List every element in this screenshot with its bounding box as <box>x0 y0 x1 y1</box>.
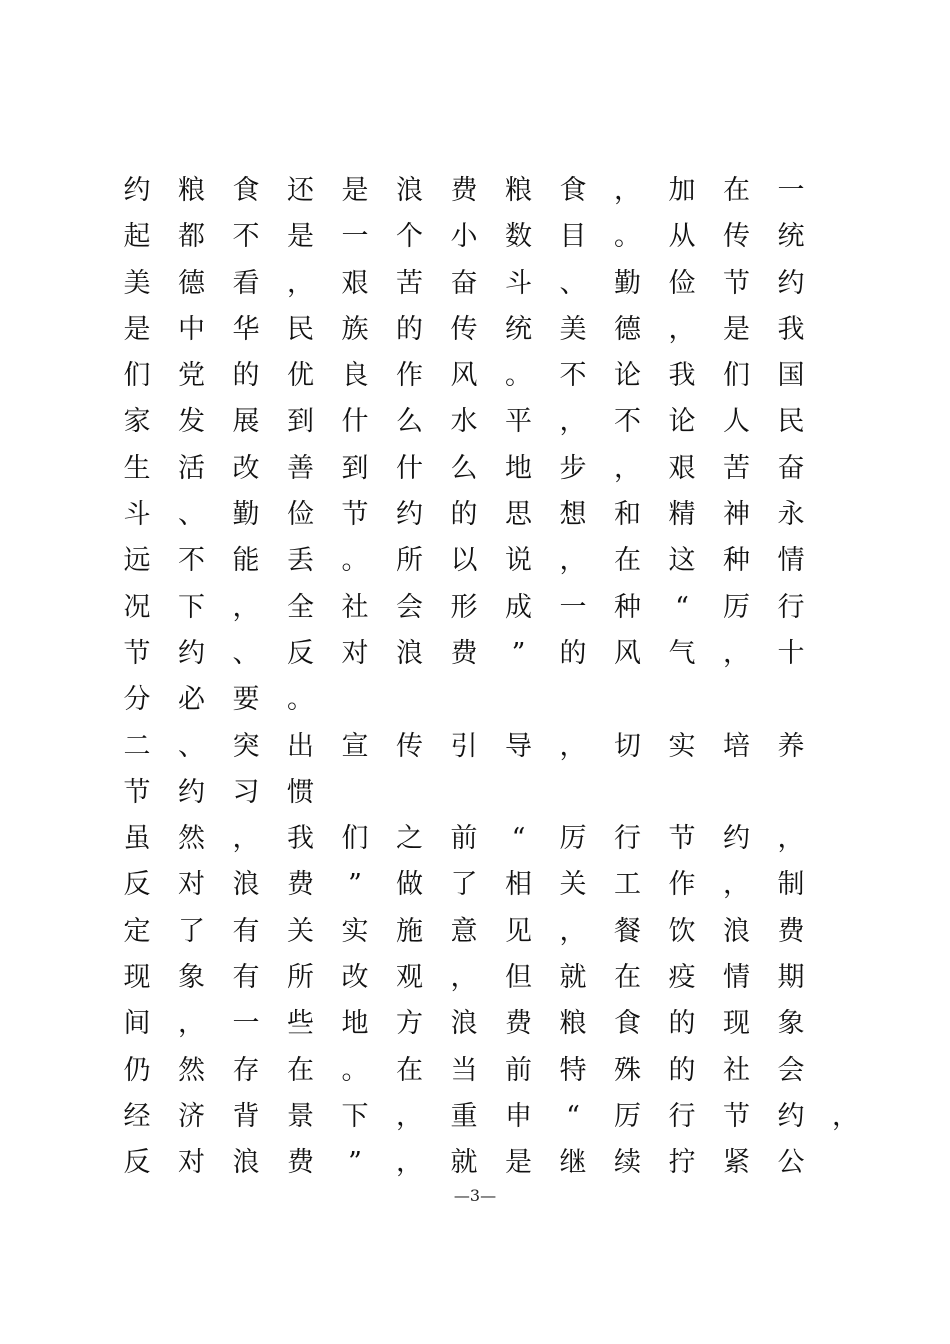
text-char: ， <box>668 313 696 345</box>
text-char: 发 <box>178 406 205 438</box>
text-char: 况 <box>123 591 151 623</box>
text-char: 奋 <box>450 267 478 299</box>
text-char: 做 <box>396 869 423 901</box>
text-char: 展 <box>232 406 260 438</box>
text-char: 但 <box>505 962 532 994</box>
text-char: 和 <box>614 499 641 531</box>
text-char: 中 <box>178 313 205 345</box>
text-char: 活 <box>178 452 205 484</box>
body-text <box>123 168 859 1187</box>
text-char: 约 <box>123 175 151 206</box>
text-char: 精 <box>668 499 696 531</box>
text-char: 施 <box>396 915 423 947</box>
text-char: 统 <box>505 313 532 345</box>
text-char: 行 <box>668 1100 696 1132</box>
text-char: 我 <box>777 313 805 345</box>
text-char: 从 <box>668 221 696 253</box>
text-char: 传 <box>396 730 423 762</box>
text-char: 的 <box>396 313 423 345</box>
text-char: 党 <box>178 360 205 392</box>
text-line <box>124 353 844 399</box>
text-char: 情 <box>723 962 750 994</box>
text-char: 勤 <box>232 499 260 531</box>
text-char: 这 <box>668 545 696 577</box>
text-char: 拧 <box>668 1147 696 1179</box>
text-char: 们 <box>723 360 750 392</box>
text-char: 作 <box>668 869 696 901</box>
text-char: 关 <box>559 869 587 901</box>
text-char: ， <box>232 591 260 623</box>
text-char: 生 <box>123 452 151 484</box>
text-char: 约 <box>777 267 805 299</box>
text-char: 。 <box>614 221 641 253</box>
text-char: 作 <box>396 360 423 392</box>
text-char: 苦 <box>723 452 750 484</box>
text-char: 习 <box>232 776 260 808</box>
text-char: 的 <box>559 637 587 669</box>
text-char: 对 <box>341 637 369 669</box>
text-char: 是 <box>341 175 369 206</box>
text-char: 宣 <box>341 730 369 762</box>
text-char: 费 <box>450 637 478 669</box>
text-char: 在 <box>287 1054 314 1086</box>
text-char: 、 <box>178 730 205 762</box>
text-char: 全 <box>287 591 314 623</box>
text-char: 民 <box>777 406 805 438</box>
text-char: 统 <box>777 221 805 253</box>
text-char: 会 <box>777 1054 805 1086</box>
text-char: 实 <box>341 915 369 947</box>
text-char: 食 <box>614 1008 641 1040</box>
text-char: 远 <box>123 545 151 577</box>
text-char: 下 <box>341 1100 369 1132</box>
text-char: 期 <box>777 962 805 994</box>
text-char: 的 <box>450 499 478 531</box>
text-char: 族 <box>341 313 369 345</box>
text-char: 出 <box>287 730 314 762</box>
text-char: 反 <box>123 869 151 901</box>
text-char: 我 <box>668 360 696 392</box>
text-char: 。 <box>341 545 369 577</box>
text-char: 是 <box>287 221 314 253</box>
text-line <box>124 1048 844 1094</box>
text-char: 勤 <box>614 267 641 299</box>
text-char: 象 <box>777 1008 805 1040</box>
text-line <box>124 399 844 445</box>
text-line <box>124 1140 844 1186</box>
text-char: 所 <box>396 545 423 577</box>
text-char: 改 <box>341 962 369 994</box>
text-char: 引 <box>450 730 478 762</box>
text-char: 德 <box>178 267 205 299</box>
text-char: 疫 <box>668 962 696 994</box>
text-char: 传 <box>450 313 478 345</box>
text-char: 的 <box>668 1008 696 1040</box>
text-char: 饮 <box>668 915 696 947</box>
text-char: 殊 <box>614 1054 641 1086</box>
text-char: 。 <box>287 684 314 716</box>
text-char: 虽 <box>123 823 151 855</box>
text-char: ， <box>614 175 641 206</box>
text-char: 费 <box>505 1008 532 1040</box>
text-char: 会 <box>396 591 423 623</box>
text-char: 就 <box>559 962 587 994</box>
text-char: 良 <box>341 360 369 392</box>
text-char: 景 <box>287 1100 314 1132</box>
text-char: 水 <box>450 406 478 438</box>
text-char: 实 <box>668 730 696 762</box>
text-char: 是 <box>505 1147 532 1179</box>
text-char: 目 <box>559 221 587 253</box>
text-char: 形 <box>450 591 478 623</box>
text-char: 不 <box>559 360 587 392</box>
text-char: ， <box>396 1147 423 1179</box>
text-char: 意 <box>450 915 478 947</box>
text-char: 到 <box>287 406 314 438</box>
text-char: “ <box>675 591 689 623</box>
text-char: 能 <box>232 545 260 577</box>
text-char: 社 <box>341 591 369 623</box>
text-char: 就 <box>450 1147 478 1179</box>
text-char: ， <box>178 1008 205 1040</box>
text-char: 看 <box>232 267 260 299</box>
text-char: 苦 <box>396 267 423 299</box>
text-char: 现 <box>723 1008 750 1040</box>
text-char: 气 <box>668 637 696 669</box>
text-char: 有 <box>232 915 260 947</box>
text-char: 行 <box>777 591 805 623</box>
section-heading-line <box>124 770 844 816</box>
text-char: 背 <box>232 1100 260 1132</box>
text-char: 济 <box>178 1100 205 1132</box>
text-line <box>124 492 844 538</box>
text-char: 人 <box>723 406 750 438</box>
text-char: 厉 <box>559 823 587 855</box>
text-char: 个 <box>396 221 423 253</box>
text-char: 到 <box>341 452 369 484</box>
text-char: 节 <box>723 267 750 299</box>
text-char: 华 <box>232 313 260 345</box>
text-char: 餐 <box>614 915 641 947</box>
text-char: 、 <box>178 499 205 531</box>
text-char: 传 <box>723 221 750 253</box>
text-line <box>124 909 844 955</box>
text-char: 约 <box>723 823 750 855</box>
text-char: 浪 <box>396 637 423 669</box>
text-line <box>124 862 844 908</box>
text-char: 以 <box>450 545 478 577</box>
text-char: ， <box>450 962 478 994</box>
text-char: 。 <box>341 1054 369 1086</box>
page-number: —3— <box>453 1186 497 1205</box>
text-char: 种 <box>723 545 750 577</box>
text-char: 一 <box>341 221 369 253</box>
text-line <box>124 955 844 1001</box>
text-char: 存 <box>232 1054 260 1086</box>
text-char: 关 <box>287 915 314 947</box>
text-char: ， <box>723 869 750 901</box>
text-char: 地 <box>505 452 532 484</box>
text-char: 费 <box>777 915 805 947</box>
text-char: 不 <box>178 545 205 577</box>
text-char: 国 <box>777 360 805 392</box>
text-line <box>124 585 844 631</box>
text-char: 么 <box>450 452 478 484</box>
text-char: 的 <box>232 360 260 392</box>
text-char: 些 <box>287 1008 314 1040</box>
text-char: 必 <box>178 684 205 716</box>
text-char: 约 <box>178 776 205 808</box>
text-char: 还 <box>287 175 314 206</box>
text-char: 厉 <box>723 591 750 623</box>
text-line <box>124 446 844 492</box>
text-char: 然 <box>178 1054 205 1086</box>
text-char: 粮 <box>178 175 205 206</box>
text-char: ， <box>614 452 641 484</box>
text-char: 浪 <box>450 1008 478 1040</box>
text-char: 什 <box>341 406 369 438</box>
text-char: 、 <box>559 267 587 299</box>
text-char: 、 <box>232 637 260 669</box>
text-char: 论 <box>614 360 641 392</box>
section-heading-line <box>124 724 844 770</box>
text-char: 艰 <box>668 452 696 484</box>
text-char: ” <box>511 637 526 669</box>
text-char: 丢 <box>287 545 314 577</box>
text-char: 了 <box>450 869 478 901</box>
text-char: 观 <box>396 962 423 994</box>
text-char: 下 <box>178 591 205 623</box>
text-char: 思 <box>505 499 532 531</box>
text-char: 约 <box>178 637 205 669</box>
text-char: ， <box>723 637 750 669</box>
text-char: 说 <box>505 545 532 577</box>
text-char: 象 <box>178 962 205 994</box>
text-char: 要 <box>232 684 260 716</box>
text-char: 们 <box>123 360 151 392</box>
text-line <box>124 261 844 307</box>
text-char: 反 <box>287 637 314 669</box>
text-char: 培 <box>723 730 750 762</box>
text-line <box>124 538 844 584</box>
text-char: ， <box>559 730 587 762</box>
text-char: 十 <box>777 637 805 669</box>
text-char: 在 <box>614 962 641 994</box>
text-char: 经 <box>123 1100 151 1132</box>
text-char: 数 <box>505 221 532 253</box>
text-char: 反 <box>123 1147 151 1179</box>
text-char: 不 <box>232 221 260 253</box>
text-char: 美 <box>559 313 587 345</box>
text-char: 们 <box>341 823 369 855</box>
text-char: 。 <box>505 360 532 392</box>
text-char: 费 <box>287 1147 314 1179</box>
text-char: 情 <box>777 545 805 577</box>
text-line <box>124 816 844 862</box>
text-char: 斗 <box>123 499 151 531</box>
text-char: 种 <box>614 591 641 623</box>
text-char: 厉 <box>614 1100 641 1132</box>
text-line <box>124 1001 844 1047</box>
text-char: 二 <box>123 730 151 762</box>
text-char: 么 <box>396 406 423 438</box>
text-char: 是 <box>123 313 151 345</box>
text-line <box>124 168 844 214</box>
text-char: 成 <box>505 591 532 623</box>
text-char: 一 <box>232 1008 260 1040</box>
text-char: 特 <box>559 1054 587 1086</box>
text-char: 论 <box>668 406 696 438</box>
text-char: ， <box>396 1100 423 1132</box>
text-char: 申 <box>505 1100 532 1132</box>
text-char: 前 <box>505 1054 532 1086</box>
text-char: 斗 <box>505 267 532 299</box>
text-char: 制 <box>777 869 805 901</box>
text-char: 艰 <box>341 267 369 299</box>
text-char: 什 <box>396 452 423 484</box>
text-char: 节 <box>341 499 369 531</box>
text-char: 俭 <box>287 499 314 531</box>
text-char: 粮 <box>559 1008 587 1040</box>
text-char: 浪 <box>396 175 423 206</box>
text-char: 我 <box>287 823 314 855</box>
text-char: 所 <box>287 962 314 994</box>
text-char: 当 <box>450 1054 478 1086</box>
text-line <box>124 677 844 723</box>
text-line <box>124 214 844 260</box>
text-char: 食 <box>232 175 260 206</box>
text-char: 定 <box>123 915 151 947</box>
text-char: 重 <box>450 1100 478 1132</box>
text-char: 民 <box>287 313 314 345</box>
text-char: 费 <box>287 869 314 901</box>
text-char: 行 <box>614 823 641 855</box>
text-char: 起 <box>123 221 151 253</box>
text-char: 家 <box>123 406 151 438</box>
text-char: 见 <box>505 915 532 947</box>
text-char: “ <box>511 823 526 855</box>
text-char: 美 <box>123 267 151 299</box>
text-char: 工 <box>614 869 641 901</box>
text-char: 在 <box>723 175 750 206</box>
text-char: 小 <box>450 221 478 253</box>
text-char: 间 <box>123 1008 151 1040</box>
text-char: ， <box>232 823 260 855</box>
text-char: 分 <box>123 684 151 716</box>
text-char: 有 <box>232 962 260 994</box>
text-char: ， <box>559 915 587 947</box>
text-char: 继 <box>559 1147 587 1179</box>
text-char: 相 <box>505 869 532 901</box>
text-char: 浪 <box>232 869 260 901</box>
text-char: 一 <box>777 175 805 206</box>
text-char: 步 <box>559 452 587 484</box>
text-char: 改 <box>232 452 260 484</box>
text-char: 是 <box>723 313 750 345</box>
text-char: 仍 <box>123 1054 151 1086</box>
text-char: ” <box>348 1147 362 1179</box>
text-char: 不 <box>614 406 641 438</box>
text-char: ， <box>777 823 805 855</box>
text-char: 了 <box>178 915 205 947</box>
text-char: 地 <box>341 1008 369 1040</box>
text-char: ， <box>832 1100 859 1132</box>
text-char: ” <box>348 869 362 901</box>
text-line <box>123 1094 859 1140</box>
text-char: 粮 <box>505 175 532 206</box>
text-char: 之 <box>396 823 423 855</box>
text-char: 节 <box>123 776 151 808</box>
text-char: 永 <box>777 499 805 531</box>
text-char: 风 <box>450 360 478 392</box>
text-char: 俭 <box>668 267 696 299</box>
text-char: 现 <box>123 962 151 994</box>
text-char: 约 <box>777 1100 805 1132</box>
text-char: 突 <box>232 730 260 762</box>
text-char: 续 <box>614 1147 641 1179</box>
text-char: 对 <box>178 869 205 901</box>
text-char: 在 <box>614 545 641 577</box>
text-char: 惯 <box>287 776 314 808</box>
text-char: 的 <box>668 1054 696 1086</box>
text-char: 风 <box>614 637 641 669</box>
text-char: ， <box>287 267 314 299</box>
text-char: 优 <box>287 360 314 392</box>
text-char: 节 <box>723 1100 750 1132</box>
text-char: 都 <box>178 221 205 253</box>
text-char: 奋 <box>777 452 805 484</box>
text-char: 切 <box>614 730 641 762</box>
text-char: 浪 <box>232 1147 260 1179</box>
text-char: 在 <box>396 1054 423 1086</box>
text-char: “ <box>566 1100 580 1132</box>
text-char: 食 <box>559 175 587 206</box>
text-char: 然 <box>178 823 205 855</box>
text-line <box>124 631 844 677</box>
text-line <box>124 307 844 353</box>
text-char: 德 <box>614 313 641 345</box>
text-char: 公 <box>777 1147 805 1179</box>
text-char: 加 <box>668 175 696 206</box>
text-char: 约 <box>396 499 423 531</box>
text-char: 平 <box>505 406 532 438</box>
text-char: 神 <box>723 499 750 531</box>
text-char: 社 <box>723 1054 750 1086</box>
text-char: 节 <box>123 637 151 669</box>
text-char: ， <box>559 545 587 577</box>
text-char: 费 <box>450 175 478 206</box>
text-char: 浪 <box>723 915 750 947</box>
text-char: 善 <box>287 452 314 484</box>
text-char: 节 <box>668 823 696 855</box>
text-char: 对 <box>178 1147 205 1179</box>
text-char: 紧 <box>723 1147 750 1179</box>
text-char: ， <box>559 406 587 438</box>
text-char: 一 <box>559 591 587 623</box>
text-char: 导 <box>505 730 532 762</box>
text-char: 养 <box>777 730 805 762</box>
text-char: 想 <box>559 499 587 531</box>
text-char: 前 <box>450 823 478 855</box>
text-char: 方 <box>396 1008 423 1040</box>
